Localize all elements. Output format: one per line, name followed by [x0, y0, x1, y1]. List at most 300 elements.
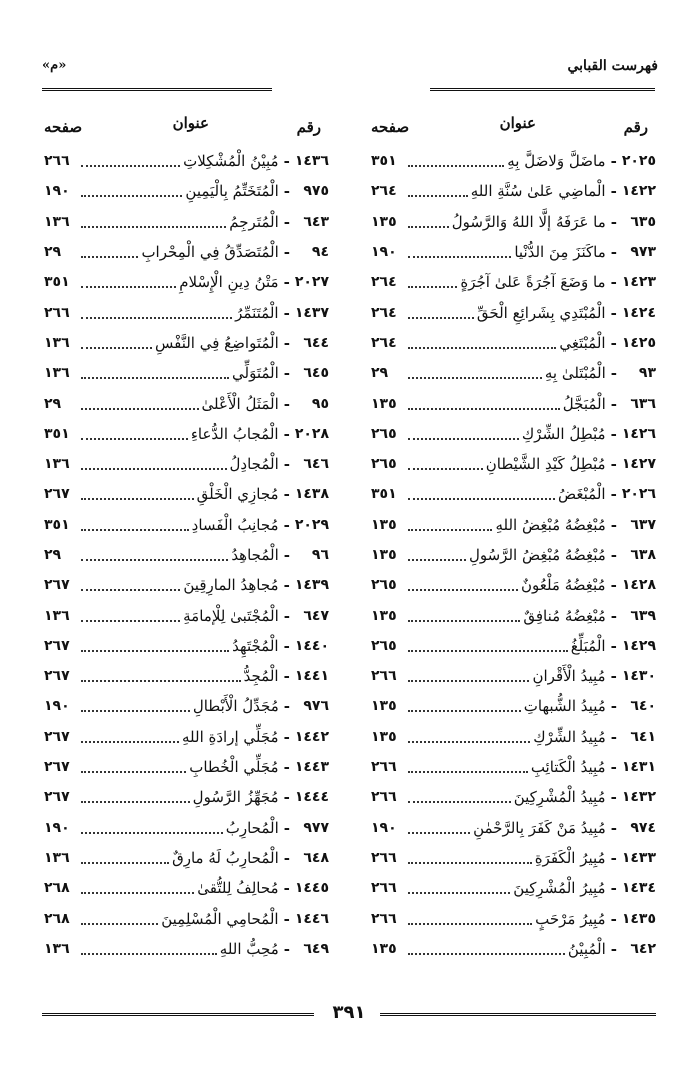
entry-title: الْمُحامِي الْمُسْلِمِينَ: [161, 909, 279, 928]
entry-dash: -: [283, 424, 290, 443]
entry-title: مُبِيدُ الشُّبهاتِ: [523, 697, 606, 716]
entry-dash: -: [610, 909, 617, 928]
entry-number: ٢٠٢٨: [294, 425, 329, 442]
entry-title: الْمُجاهِدُ: [231, 546, 279, 564]
index-entry: [371, 813, 656, 843]
entry-page: ١٣٥: [371, 213, 397, 230]
entry-title: الْمُتَخَتِّمُ بِالْيَمِينِ: [185, 182, 279, 201]
entry-dash: -: [610, 727, 617, 746]
entry-dash: -: [283, 152, 290, 171]
index-entry: [44, 631, 329, 661]
dot-leader: [408, 943, 565, 955]
entry-dash: -: [283, 243, 290, 262]
entry-number: ١٤٣٧: [294, 304, 329, 321]
entry-title: الْمُتَصَدِّقُ فِي الْمِحْرابِ: [141, 243, 279, 262]
entry-number: ٩٧٧: [303, 819, 329, 836]
entry-title: مُبْطِلُ الشِّرْكِ: [521, 424, 606, 443]
entry-page: ٢٦٦: [371, 880, 397, 897]
entry-title: الْمُحارِبُ لَهُ مارِقٌ: [172, 848, 279, 867]
entry-title: الْمُجابُ الدُّعاءِ: [190, 424, 279, 443]
index-entry: [371, 782, 656, 812]
dot-leader: [408, 700, 521, 712]
entry-dash: -: [283, 758, 290, 777]
index-entry: [44, 388, 329, 418]
index-entry: [371, 146, 656, 176]
entry-number: ١٤٣١: [621, 759, 656, 776]
entry-page: ٢٦٦: [371, 849, 397, 866]
dot-leader: [408, 731, 530, 743]
entry-title: ماكَنَزَ مِنَ الدُّنْيا: [514, 243, 606, 262]
entry-number: ٩٥: [311, 395, 329, 412]
footer-rule-left: [42, 1013, 314, 1018]
index-entry: [371, 358, 656, 388]
entry-dash: -: [610, 273, 617, 292]
entry-title: مَتْنُ دِينِ الْإِسْلامِ: [179, 273, 279, 292]
entry-number: ٦٤٦: [303, 456, 329, 473]
entry-number: ٢٠٢٩: [294, 516, 329, 533]
entry-title: الْمُبِيْنُ: [567, 939, 606, 958]
dot-leader: [408, 246, 511, 258]
dot-leader: [408, 398, 560, 410]
entry-dash: -: [283, 485, 290, 504]
entry-dash: -: [610, 606, 617, 625]
index-entry: [44, 843, 329, 873]
entry-title: الْمُبَلِّغُ: [570, 636, 606, 655]
entry-page: ٢٦٨: [44, 910, 70, 927]
entry-number: ٦٤٤: [303, 334, 329, 351]
entry-number: ١٤٤٠: [294, 637, 329, 654]
entry-title: مُبِيدُ الشِّرْكِ: [533, 727, 606, 746]
index-entry: [371, 207, 656, 237]
dot-leader: [81, 943, 217, 955]
entry-number: ٦٤٥: [303, 365, 329, 382]
index-entry: [44, 813, 329, 843]
entry-page: ١٣٦: [44, 456, 70, 473]
entry-number: ٩٧٥: [303, 183, 329, 200]
entry-dash: -: [610, 667, 617, 686]
entry-title: مُبِيرُ مَرْحَبٍ: [535, 909, 606, 928]
index-entry: [44, 570, 329, 600]
dot-leader: [81, 458, 227, 470]
dot-leader: [81, 700, 190, 712]
entry-title: مُبِيرُ الْكَفَرَةِ: [534, 848, 606, 867]
dot-leader: [408, 276, 457, 288]
entry-page: ٢٦٧: [44, 486, 70, 503]
entry-page: ١٣٥: [371, 940, 397, 957]
entry-dash: -: [283, 727, 290, 746]
entry-page: ٣٥١: [44, 274, 70, 291]
entry-title: ما عَرَفَهُ إلَّا اللهُ وَالرَّسُولُ: [451, 212, 606, 231]
index-entry: [371, 328, 656, 358]
header-rule-right: [430, 88, 655, 93]
index-entry: [371, 934, 656, 964]
entry-title: مُجَدِّلُ الْأَبْطالِ: [192, 697, 279, 716]
entry-dash: -: [610, 152, 617, 171]
dot-leader: [408, 428, 519, 440]
entry-page: ١٩٠: [371, 819, 397, 836]
dot-leader: [81, 428, 188, 440]
index-entry: [44, 207, 329, 237]
entry-page: ١٩٠: [44, 183, 70, 200]
index-entry: [371, 510, 656, 540]
entry-dash: -: [283, 182, 290, 201]
entry-number: ٩٧٦: [303, 698, 329, 715]
entry-number: ١٤٢٧: [621, 456, 656, 473]
index-entry: [44, 903, 329, 933]
index-entry: [44, 358, 329, 388]
dot-leader: [81, 488, 194, 500]
dot-leader: [81, 549, 228, 561]
entry-page: ٢٩: [371, 365, 389, 382]
entry-page: ١٣٥: [371, 395, 397, 412]
index-entry: [44, 449, 329, 479]
index-entry: [44, 419, 329, 449]
dot-leader: [408, 670, 529, 682]
header-number: رقم: [296, 118, 321, 136]
entry-page: ٢٦٧: [44, 728, 70, 745]
entry-title: مُبِيدُ مَنْ كَفَرَ بِالرَّحْمٰنِ: [473, 818, 606, 837]
dot-leader: [408, 488, 555, 500]
entry-title: مُبِيْنُ الْمُشْكِلاتِ: [183, 152, 279, 171]
entry-number: ١٤٤٤: [294, 789, 329, 806]
entry-dash: -: [610, 818, 617, 837]
dot-leader: [81, 579, 180, 591]
entry-page: ٢٦٦: [44, 304, 70, 321]
index-column-right: [371, 114, 656, 964]
index-entry: [44, 328, 329, 358]
dot-leader: [81, 791, 190, 803]
index-entry: [371, 479, 656, 509]
entry-title: الْمُجْتَبىٰ لِلْإمامَةِ: [183, 606, 279, 625]
entry-dash: -: [610, 485, 617, 504]
entry-number: ٦٤٠: [630, 698, 656, 715]
entry-number: ٦٣٨: [630, 547, 656, 563]
entry-number: ٦٣٥: [630, 213, 656, 230]
entry-dash: -: [283, 606, 290, 625]
entry-number: ٩٧٣: [630, 244, 656, 261]
entry-dash: -: [283, 303, 290, 322]
entry-page: ١٣٦: [44, 607, 70, 624]
entry-dash: -: [283, 909, 290, 928]
entry-title: مُحِبُّ اللهِ: [219, 939, 279, 958]
entry-number: ٦٣٧: [630, 516, 656, 533]
entry-title: مُبِيدُ الْأَقْرانِ: [532, 667, 606, 686]
entry-page: ٢٦٤: [371, 183, 397, 200]
dot-leader: [408, 852, 532, 864]
entry-title: مُبِيدُ الْمُشْرِكِينَ: [513, 788, 606, 807]
entry-number: ١٤٤٦: [294, 910, 329, 927]
entry-number: ٩٤: [311, 244, 329, 261]
index-entry: [44, 782, 329, 812]
entry-dash: -: [283, 848, 290, 867]
entry-page: ٢٦٥: [371, 577, 397, 594]
entry-number: ٦٤١: [630, 728, 656, 745]
dot-leader: [408, 882, 510, 894]
entry-title: مُجَهِّزُ الرَّسُولِ: [192, 788, 279, 807]
index-entry: [44, 146, 329, 176]
entry-page: ١٩٠: [44, 698, 70, 715]
index-column-left: [44, 114, 329, 964]
entry-number: ١٤٢٨: [621, 577, 656, 594]
entry-number: ٦٤٨: [303, 849, 329, 866]
entry-page: ٢٦٤: [371, 304, 397, 321]
dot-leader: [81, 337, 152, 349]
index-entry: [44, 479, 329, 509]
dot-leader: [81, 185, 182, 197]
entry-number: ١٤٤٥: [294, 880, 329, 897]
dot-leader: [408, 367, 542, 379]
entry-title: مُجَلِّي الْخُطابِ: [189, 758, 279, 777]
entry-page: ٣٥١: [44, 425, 70, 442]
entry-dash: -: [610, 515, 617, 534]
index-entry: [371, 873, 656, 903]
entry-dash: -: [610, 758, 617, 777]
entry-list: [371, 146, 656, 964]
entry-page: ٢٦٨: [44, 880, 70, 897]
entry-title: مُحالِفُ لِلتُّقىٰ: [197, 879, 279, 898]
dot-leader: [408, 155, 504, 167]
page-number: ٣٩١: [332, 1002, 366, 1023]
entry-dash: -: [283, 515, 290, 534]
entry-title: مُبْغِضُهُ مُبْغِضُ اللهِ: [495, 515, 606, 534]
entry-title: مُبِيدُ الْكَتائِبِ: [530, 758, 606, 777]
entry-dash: -: [610, 303, 617, 322]
entry-title: مُبْغِضُهُ مُنافِقٌ: [523, 606, 606, 625]
entry-number: ١٤٢٣: [621, 274, 656, 291]
index-entry: [44, 722, 329, 752]
entry-page: ١٣٦: [44, 849, 70, 866]
dot-leader: [408, 549, 466, 561]
entry-title: ماضَلَّ وَلاضَلَّ بِهِ: [507, 152, 606, 171]
entry-page: ٢٦٤: [371, 274, 397, 291]
dot-leader: [81, 822, 223, 834]
entry-title: مُجَلِّي إرادَةِ اللهِ: [181, 727, 279, 746]
entry-dash: -: [283, 364, 290, 383]
entry-page: ٢٩: [44, 395, 62, 412]
entry-dash: -: [610, 697, 617, 716]
header-number: رقم: [623, 118, 648, 136]
entry-page: ٢٦٤: [371, 334, 397, 351]
entry-dash: -: [610, 333, 617, 352]
entry-number: ٩٦: [311, 547, 329, 563]
column-header: [44, 114, 329, 146]
entry-title: الْمَثَلُ الْأَعْلىٰ: [201, 394, 279, 413]
dot-leader: [408, 458, 483, 470]
index-entry: [371, 570, 656, 600]
entry-dash: -: [610, 364, 617, 383]
index-entry: [371, 600, 656, 630]
dot-leader: [81, 913, 158, 925]
entry-title: ما وَضَعَ آجُرَةً عَلىٰ آجُرَةٍ: [460, 273, 606, 292]
index-entry: [44, 934, 329, 964]
entry-page: ٢٦٧: [44, 759, 70, 776]
index-entry: [371, 449, 656, 479]
entry-list: [44, 146, 329, 964]
dot-leader: [81, 398, 199, 410]
dot-leader: [81, 307, 232, 319]
entry-page: ١٣٦: [44, 213, 70, 230]
entry-page: ٣٥١: [371, 153, 397, 170]
index-entry: [371, 691, 656, 721]
entry-title: مُبْغِضُهُ مُبْغِضُ الرَّسُولِ: [468, 546, 606, 564]
dot-leader: [408, 519, 492, 531]
dot-leader: [408, 822, 470, 834]
dot-leader: [408, 640, 568, 652]
dot-leader: [81, 276, 176, 288]
entry-dash: -: [283, 394, 290, 413]
entry-dash: -: [610, 848, 617, 867]
entry-number: ١٤٢٢: [621, 183, 656, 200]
entry-page: ٢٦٥: [371, 425, 397, 442]
entry-title: مُبْغِضُهُ مَلْعُونٌ: [520, 576, 606, 595]
entry-number: ١٤٣٣: [621, 849, 656, 866]
entry-title: الْمُتَوَلِّي: [232, 364, 279, 383]
entry-page: ٢٦٦: [371, 789, 397, 806]
entry-title: الْمُبْتَدِي بِشَرائِعِ الْحَقِّ: [476, 303, 606, 322]
entry-page: ١٣٥: [371, 698, 397, 715]
entry-number: ١٤٢٦: [621, 425, 656, 442]
entry-title: مُبْطِلُ كَيْدِ الشَّيْطانِ: [485, 455, 606, 474]
entry-title: الْمُتَرجِمُ: [229, 212, 279, 231]
entry-dash: -: [610, 424, 617, 443]
entry-number: ١٤٢٥: [621, 334, 656, 351]
entry-dash: -: [610, 394, 617, 413]
entry-dash: -: [283, 333, 290, 352]
index-entry: [371, 388, 656, 418]
entry-dash: -: [610, 212, 617, 231]
entry-number: ١٤٣٨: [294, 486, 329, 503]
dot-leader: [408, 579, 518, 591]
entry-number: ١٤٢٩: [621, 637, 656, 654]
entry-number: ١٤٣٦: [294, 153, 329, 170]
entry-page: ٢٦٦: [371, 759, 397, 776]
entry-title: مُجانِبُ الْفَسادِ: [191, 515, 279, 534]
index-entry: [371, 752, 656, 782]
dot-leader: [81, 155, 180, 167]
index-entry: [371, 843, 656, 873]
entry-dash: -: [283, 455, 290, 474]
dot-leader: [81, 246, 138, 258]
entry-dash: -: [283, 788, 290, 807]
entry-dash: -: [610, 182, 617, 201]
entry-title: الْمُبْغَضُ: [558, 485, 606, 504]
entry-page: ١٩٠: [371, 244, 397, 261]
dot-leader: [81, 610, 180, 622]
entry-page: ٢٦٥: [371, 637, 397, 654]
index-entry: [44, 237, 329, 267]
entry-page: ٢٦٧: [44, 637, 70, 654]
entry-page: ١٣٦: [44, 940, 70, 957]
dot-leader: [408, 307, 474, 319]
entry-number: ٦٣٩: [630, 607, 656, 624]
entry-number: ١٤٤١: [294, 668, 329, 685]
entry-page: ١٣٦: [44, 365, 70, 382]
entry-number: ١٤٣٠: [621, 668, 656, 685]
entry-dash: -: [283, 818, 290, 837]
entry-page: ٢٦٧: [44, 789, 70, 806]
entry-dash: -: [283, 546, 290, 564]
entry-number: ٦٤٧: [303, 607, 329, 624]
entry-title: الْمُتَواضِعُ فِي النَّفْسِ: [155, 333, 279, 352]
entry-dash: -: [610, 636, 617, 655]
dot-leader: [81, 670, 241, 682]
index-entry: [44, 540, 329, 570]
entry-number: ٦٤٩: [303, 940, 329, 957]
entry-number: ١٤٤٢: [294, 728, 329, 745]
dot-leader: [81, 367, 229, 379]
dot-leader: [81, 519, 189, 531]
entry-number: ١٤٣٩: [294, 577, 329, 594]
index-entry: [44, 691, 329, 721]
dot-leader: [408, 913, 532, 925]
entry-dash: -: [283, 697, 290, 716]
column-header: [371, 114, 656, 146]
entry-page: ١٩٠: [44, 819, 70, 836]
index-entry: [371, 903, 656, 933]
dot-leader: [81, 761, 186, 773]
header-title: عنوان: [499, 114, 536, 132]
index-entry: [371, 631, 656, 661]
entry-number: ١٤٣٤: [621, 880, 656, 897]
index-entry: [371, 237, 656, 267]
entry-dash: -: [610, 455, 617, 474]
dot-leader: [408, 791, 511, 803]
entry-dash: -: [283, 273, 290, 292]
entry-page: ١٣٥: [371, 547, 397, 563]
dot-leader: [81, 882, 194, 894]
index-entry: [44, 267, 329, 297]
dot-leader: [81, 216, 226, 228]
entry-page: ١٣٥: [371, 607, 397, 624]
entry-dash: -: [283, 212, 290, 231]
entry-dash: -: [610, 243, 617, 262]
running-header-letter: «م»: [42, 58, 67, 73]
index-entry: [44, 661, 329, 691]
index-entry: [371, 540, 656, 570]
header-rule-left: [42, 88, 272, 93]
dot-leader: [408, 761, 528, 773]
entry-title: الْماضِي عَلىٰ سُنَّةِ اللهِ: [470, 182, 606, 201]
entry-page: ٣٥١: [44, 516, 70, 533]
entry-number: ٢٠٢٦: [621, 486, 656, 503]
entry-title: الْمُجْتَهِدُ: [232, 636, 279, 655]
entry-page: ٢٦٦: [371, 910, 397, 927]
entry-title: الْمُبْتَلىٰ بِهِ: [544, 364, 606, 383]
entry-number: ٦٤٢: [630, 940, 656, 957]
index-entry: [371, 267, 656, 297]
header-title: عنوان: [172, 114, 209, 132]
entry-title: الْمُتَنَمِّرُ: [235, 303, 279, 322]
dot-leader: [81, 731, 179, 743]
entry-number: ١٤٢٤: [621, 304, 656, 321]
entry-dash: -: [283, 879, 290, 898]
header-page: صفحه: [44, 118, 83, 136]
index-entry: [44, 873, 329, 903]
index-entry: [371, 419, 656, 449]
index-entry: [371, 661, 656, 691]
entry-dash: -: [283, 576, 290, 595]
entry-page: ٢٦٦: [371, 668, 397, 685]
entry-dash: -: [283, 636, 290, 655]
entry-number: ١٤٣٢: [621, 789, 656, 806]
entry-page: ٢٩: [44, 547, 62, 563]
dot-leader: [81, 640, 229, 652]
dot-leader: [408, 185, 468, 197]
entry-page: ٢٦٧: [44, 577, 70, 594]
dot-leader: [408, 610, 520, 622]
entry-number: ٩٣: [638, 365, 656, 382]
index-entry: [371, 722, 656, 752]
